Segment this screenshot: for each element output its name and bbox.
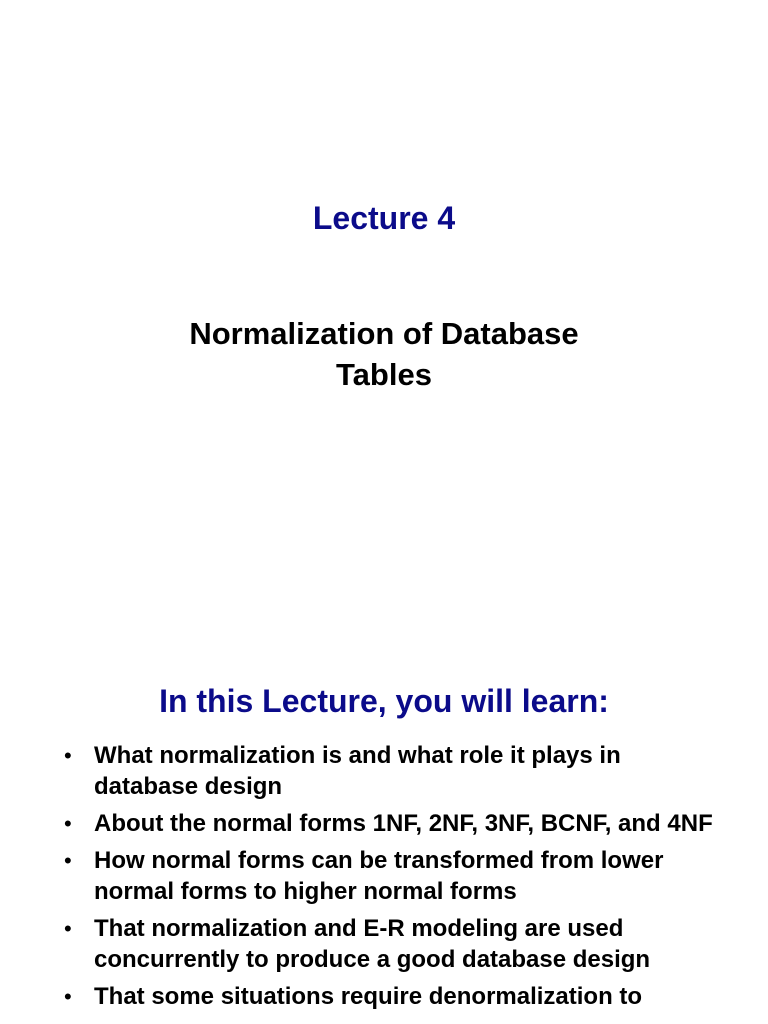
bullet-icon: • <box>64 811 72 836</box>
list-item-text: About the normal forms 1NF, 2NF, 3NF, BCNF, and 4NF <box>94 810 713 837</box>
bullet-icon: • <box>64 916 72 941</box>
list-item-text: What normalization is and what role it plays in database design <box>94 742 621 800</box>
objectives-slide <box>0 640 768 1024</box>
bullet-icon: • <box>64 848 72 873</box>
list-item <box>0 913 768 975</box>
bullet-icon: • <box>64 984 72 1009</box>
subtitle-line: Normalization of Database <box>189 316 579 351</box>
list-item <box>0 740 768 802</box>
objectives-list <box>0 740 768 1018</box>
list-item-text: That some situations require denormalization to <box>94 983 643 1010</box>
lecture-number: Lecture 4 <box>312 200 456 236</box>
lecture-subtitle <box>0 313 768 395</box>
list-item-text: That normalization and E-R modeling are used concurrently to produce a good database design <box>94 915 651 973</box>
bullet-icon: • <box>64 743 72 768</box>
list-item <box>0 981 768 1012</box>
list-item-text: How normal forms can be transformed from lower normal forms to higher normal forms <box>94 847 664 905</box>
list-item <box>0 845 768 907</box>
section-heading: In this Lecture, you will learn: <box>159 683 609 719</box>
list-item <box>0 808 768 839</box>
subtitle-line: Tables <box>336 357 432 392</box>
